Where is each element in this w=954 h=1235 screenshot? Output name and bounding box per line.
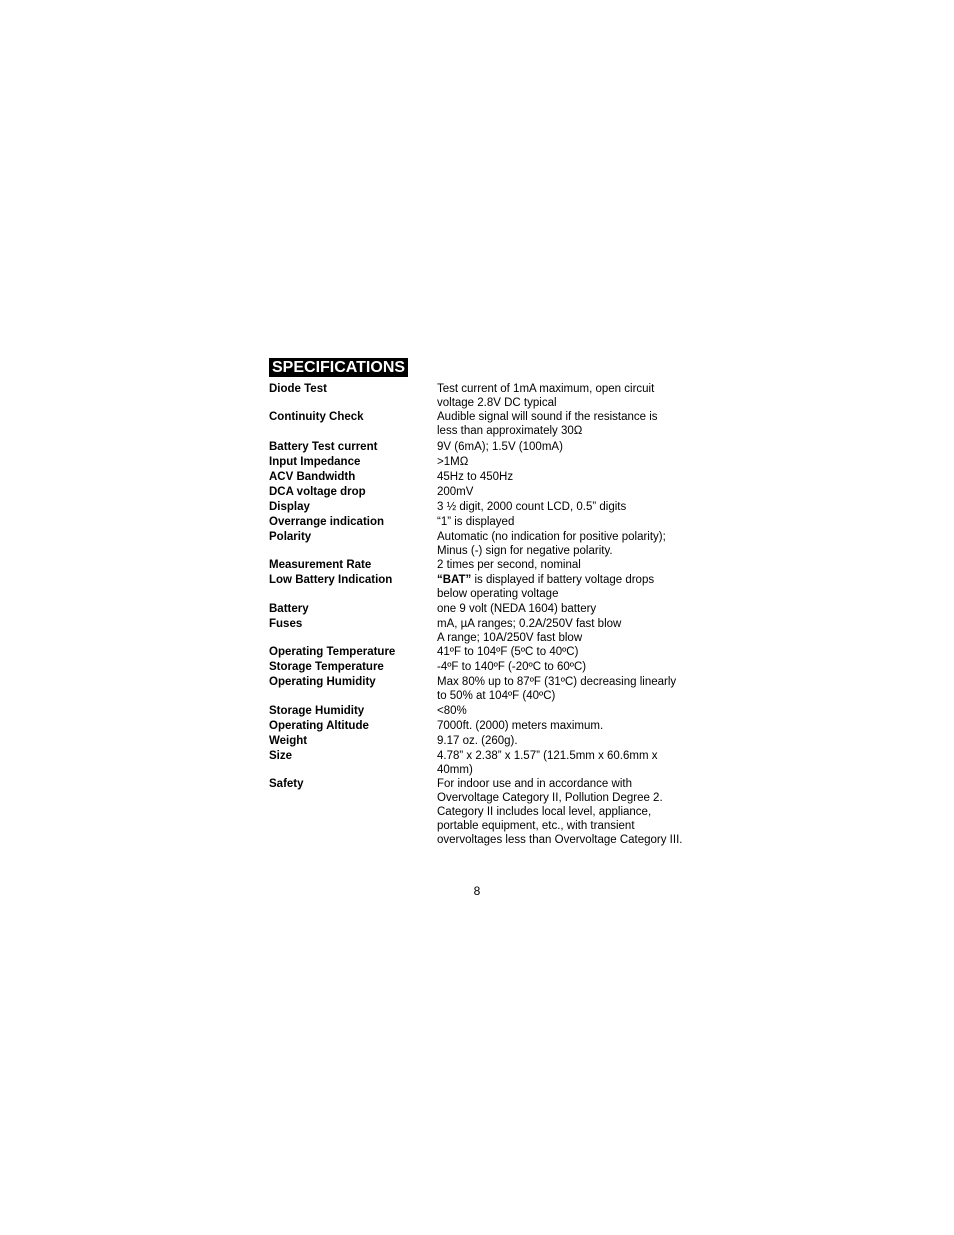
spec-value-line: portable equipment, etc., with transient [437, 820, 635, 832]
spec-value-line: 4.78” x 2.38” x 1.57” (121.5mm x 60.6mm x [437, 750, 658, 762]
spec-label: Storage Temperature [269, 661, 384, 673]
spec-value-line: 3 ½ digit, 2000 count LCD, 0.5” digits [437, 501, 627, 513]
spec-label: Low Battery Indication [269, 574, 393, 586]
spec-label: Battery [269, 603, 309, 615]
spec-value-line: Max 80% up to 87ºF (31ºC) decreasing linearly [437, 676, 677, 688]
spec-value-line: below operating voltage [437, 588, 559, 600]
spec-value-line: voltage 2.8V DC typical [437, 397, 557, 409]
spec-value [437, 704, 712, 718]
spec-label: Continuity Check [269, 411, 364, 423]
spec-value [437, 410, 712, 438]
spec-value [437, 645, 712, 659]
spec-value-line: to 50% at 104ºF (40ºC) [437, 690, 556, 702]
spec-value [437, 617, 712, 645]
spec-value-line: less than approximately 30Ω [437, 425, 583, 437]
spec-value-line: 45Hz to 450Hz [437, 471, 514, 483]
spec-value [437, 485, 712, 499]
spec-value [437, 734, 712, 748]
spec-value-line: For indoor use and in accordance with [437, 778, 632, 790]
spec-label: Operating Temperature [269, 646, 396, 658]
spec-label: Overrange indication [269, 516, 385, 528]
spec-label: Polarity [269, 531, 312, 543]
spec-label: Battery Test current [269, 441, 378, 453]
spec-label: Input Impedance [269, 456, 361, 468]
spec-value [437, 382, 712, 410]
spec-value [437, 470, 712, 484]
spec-label: Size [269, 750, 293, 762]
spec-value-line: Automatic (no indication for positive polarity); [437, 531, 666, 543]
spec-value-line: “1” is displayed [437, 516, 515, 528]
spec-value-line: 9V (6mA); 1.5V (100mA) [437, 441, 563, 453]
spec-value-line: mA, µA ranges; 0.2A/250V fast blow [437, 618, 622, 630]
spec-value [437, 530, 712, 558]
spec-value [437, 602, 712, 616]
spec-value-line: 2 times per second, nominal [437, 559, 581, 571]
spec-value [437, 675, 712, 703]
spec-value [437, 500, 712, 514]
spec-value-line: 41ºF to 104ºF (5ºC to 40ºC) [437, 646, 579, 658]
spec-value-line: A range; 10A/250V fast blow [437, 632, 583, 644]
spec-label: ACV Bandwidth [269, 471, 356, 483]
section-heading: SPECIFICATIONS [269, 358, 408, 377]
spec-value-line: one 9 volt (NEDA 1604) battery [437, 603, 597, 615]
spec-value-line: Minus (-) sign for negative polarity. [437, 545, 613, 557]
spec-value-line: -4ºF to 140ºF (-20ºC to 60ºC) [437, 661, 587, 673]
spec-value-line: 40mm) [437, 764, 473, 776]
spec-value-text: is displayed if battery voltage drops [471, 574, 655, 586]
spec-value-line: 9.17 oz. (260g). [437, 735, 518, 747]
spec-value [437, 515, 712, 529]
spec-value-line: Category II includes local level, appliance, [437, 806, 652, 818]
spec-value [437, 719, 712, 733]
spec-value [437, 777, 712, 847]
spec-value-line: overvoltages less than Overvoltage Category III. [437, 834, 683, 846]
spec-value [437, 455, 712, 469]
spec-value-line: Overvoltage Category II, Pollution Degree 2. [437, 792, 663, 804]
spec-label: Operating Humidity [269, 676, 376, 688]
spec-value-line: Test current of 1mA maximum, open circuit [437, 383, 655, 395]
spec-value-line: Audible signal will sound if the resistance is [437, 411, 658, 423]
spec-value-line: 200mV [437, 486, 474, 498]
spec-label: Measurement Rate [269, 559, 372, 571]
spec-value [437, 558, 712, 572]
spec-value [437, 749, 712, 777]
spec-label: Weight [269, 735, 308, 747]
spec-label: DCA voltage drop [269, 486, 366, 498]
page-number: 8 [473, 884, 481, 898]
spec-value [437, 440, 712, 454]
spec-label: Safety [269, 778, 304, 790]
spec-label: Operating Altitude [269, 720, 369, 732]
spec-value [437, 660, 712, 674]
spec-value-line [437, 573, 712, 587]
spec-label: Fuses [269, 618, 303, 630]
spec-value-line: <80% [437, 705, 467, 717]
spec-value-line: >1MΩ [437, 456, 469, 468]
spec-label: Diode Test [269, 383, 327, 395]
spec-value [437, 573, 712, 601]
spec-label: Display [269, 501, 310, 513]
spec-value-emphasis: “BAT” [437, 574, 472, 586]
spec-value-line: 7000ft. (2000) meters maximum. [437, 720, 604, 732]
spec-label: Storage Humidity [269, 705, 365, 717]
